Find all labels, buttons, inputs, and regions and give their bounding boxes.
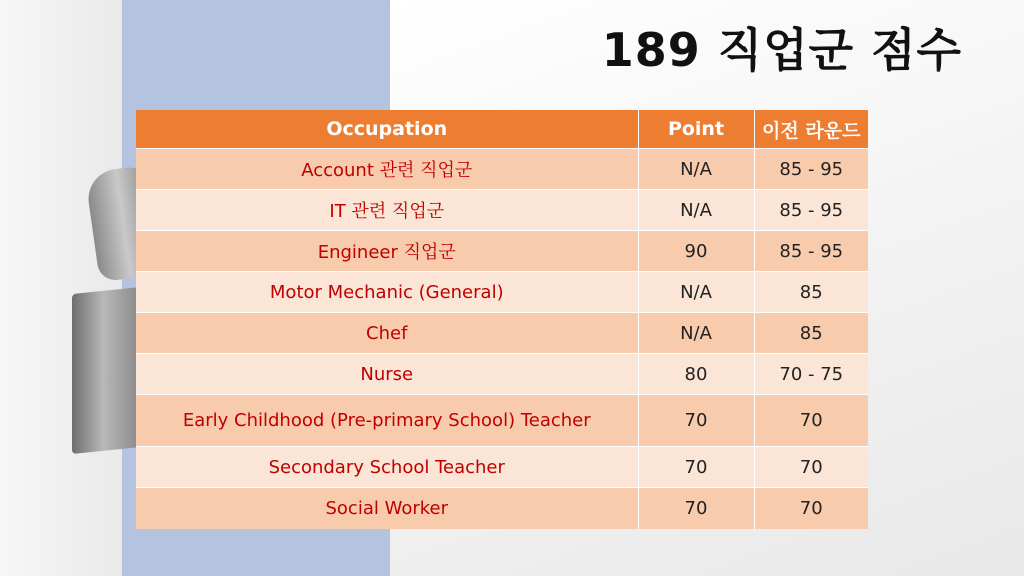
point-cell: N/A [638,149,754,190]
previous-round-cell: 85 - 95 [754,149,868,190]
previous-round-cell: 70 [754,447,868,488]
slide-title: 189 직업군 점수 [601,23,962,77]
previous-round-cell: 70 [754,395,868,447]
occupation-cell: Engineer 직업군 [136,231,638,272]
occupation-cell: Social Worker [136,488,638,529]
point-cell: 90 [638,231,754,272]
header-point: Point [638,110,754,149]
table-row [136,190,868,231]
occupation-cell: Nurse [136,354,638,395]
table-row [136,395,868,447]
previous-round-cell: 85 - 95 [754,190,868,231]
background-left [0,0,122,576]
point-cell: N/A [638,313,754,354]
point-cell: 80 [638,354,754,395]
point-cell: N/A [638,272,754,313]
previous-round-cell: 85 [754,313,868,354]
point-cell: 70 [638,395,754,447]
occupation-cell: IT 관련 직업군 [136,190,638,231]
table-row [136,447,868,488]
previous-round-cell: 70 - 75 [754,354,868,395]
occupation-cell: Early Childhood (Pre-primary School) Teacher [136,395,638,447]
occupation-cell: Chef [136,313,638,354]
table-row [136,313,868,354]
table-row [136,354,868,395]
previous-round-cell: 85 [754,272,868,313]
occupation-cell: Motor Mechanic (General) [136,272,638,313]
previous-round-cell: 70 [754,488,868,529]
previous-round-cell: 85 - 95 [754,231,868,272]
table-row [136,488,868,529]
header-previous-round: 이전 라운드 [754,110,868,149]
table-header-row [136,110,868,149]
point-cell: N/A [638,190,754,231]
occupation-cell: Account 관련 직업군 [136,149,638,190]
table-row [136,149,868,190]
table-row [136,272,868,313]
header-occupation: Occupation [136,110,638,149]
occupation-cell: Secondary School Teacher [136,447,638,488]
point-cell: 70 [638,488,754,529]
table-row [136,231,868,272]
point-cell: 70 [638,447,754,488]
occupation-score-table [136,110,868,529]
